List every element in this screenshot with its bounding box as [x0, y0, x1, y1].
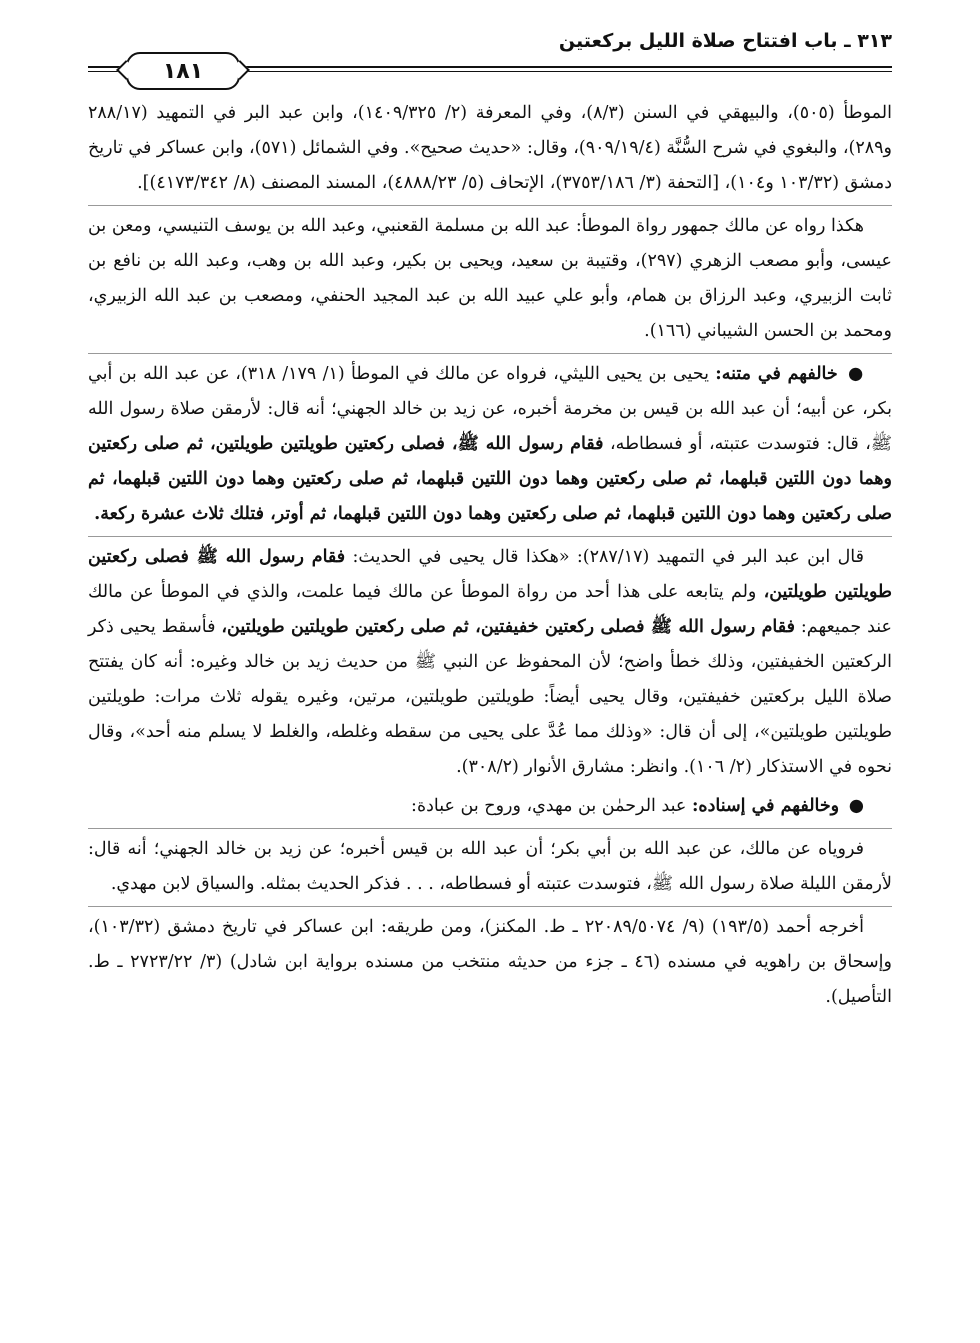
paragraph-text: عبد الرحمٰن بن مهدي، وروح بن عبادة: [411, 796, 687, 816]
page-number: ١٨١ [162, 58, 204, 84]
page-body [88, 96, 892, 1019]
paragraph-isnad-disagreement [88, 789, 892, 824]
hadith-text-bold: فقام رسول الله ﷺ فصلى ركعتين طويلتين طويلتين، [88, 547, 892, 602]
page-number-ornament [126, 52, 240, 90]
paragraph-text: ولم يتابعه على هذا أحد من رواة الموطأ عن مالك فيما علمت، والذي في الموطأ عن مالك عند جميعهم: [88, 582, 892, 637]
paragraph-narration: فروياه عن مالك، عن عبد الله بن أبي بكر؛ أن عبد الله بن قيس أخبره؛ عن زيد بن خالد الجهني؛ أنه قال: لأرمقن الليلة صلاة رسول الله ﷺ، فتوسدت عتبته أو فسطاطه، . . . فذكر الحديث بمثله. والسياق لابن مهدي. [88, 828, 892, 902]
bullet-icon: ● [847, 364, 864, 384]
paragraph-text-disagreement [88, 353, 892, 532]
paragraph-narrators: هكذا رواه عن مالك جمهور رواة الموطأ: عبد الله بن مسلمة القعنبي، وعبد الله بن يوسف التنيسي، ومعن بن عيسى، وأبو مصعب الزهري (٢٩٧)، وقتيبة بن سعيد، ويحيى بن بكير، وعبد الله بن وهب، وعبد الله بن نافع بن ثابت الزبيري، وعبد الرزاق بن همام، وأبو علي عبيد الله بن عبد المجيد الحنفي، ومصعب بن عبد الله الزبيري، ومحمد بن الحسن الشيباني (١٦٦). [88, 205, 892, 349]
bullet-icon: ● [848, 796, 864, 816]
running-title: ٣١٣ ـ باب افتتاح صلاة الليل بركعتين [558, 30, 892, 52]
section-lead: وخالفهم في إسناده: [691, 796, 840, 816]
hadith-text-bold: فقام رسول الله ﷺ، فصلى ركعتين طويلتين طويلتين، ثم صلى ركعتين وهما دون اللتين قبلهما، ثم صلى ركعتين وهما دون اللتين قبلهما، ثم صلى ركعتين وهما دون اللتين قبلهما، ثم صلى ركعتين وهما دون اللتين قبلهما، ثم صلى ركعتين وهما دون اللتين قبلهما، ثم أوتر، فتلك ثلاث عشرة ركعة. [88, 434, 892, 524]
paragraph-text: قال ابن عبد البر في التمهيد (٢٨٧/١٧): «هكذا قال يحيى في الحديث: [345, 547, 864, 567]
section-lead: خالفهم في متنه: [715, 364, 838, 384]
page-header [88, 22, 892, 82]
paragraph-text: فأسقط يحيى ذكر الركعتين الخفيفتين، وذلك خطأ واضح؛ لأن المحفوظ عن النبي ﷺ من حديث زيد بن خالد وغيره: أنه كان يفتتح صلاة الليل بركعتين خفيفتين، وقال يحيى أيضاً: طويلتين طويلتين، مرتين، وغيره يقوله ثلاث مرات: طويلتين طويلتين طويلتين»، إلى أن قال: «وذلك مما عُدَّ على يحيى من سقطه وغلطه، والغلط لا يسلم منه أحد»، وقال نحوه في الاستذكار (٢/ ١٠٦). وانظر: مشارق الأنوار (٣٠٨/٢). [88, 617, 892, 777]
hadith-text-bold: فقام رسول الله ﷺ فصلى ركعتين خفيفتين، ثم صلى ركعتين طويلتين طويلتين، [221, 617, 795, 637]
paragraph-text: يحيى بن يحيى الليثي، فرواه عن مالك في الموطأ (١/ ١٧٩/ ٣١٨)، عن عبد الله بن أبي بكر، عن أبيه؛ أن عبد الله بن قيس بن مخرمة أخبره، عن زيد بن خالد الجهني؛ أنه قال: لأرمقن صلاة رسول الله ﷺ، قال: فتوسدت عتبته، أو فسطاطه، [88, 364, 893, 454]
paragraph-citations: الموطأ (٥٠٥)، والبيهقي في السنن (٨/٣)، وفي المعرفة (٢/ ١٤٠٩/٣٢٥)، وابن عبد البر في التمهيد (٢٨٨/١٧ و٢٨٩)، والبغوي في شرح السُّنَّة (٩٠٩/١٩/٤)، وقال: «حديث صحيح». وفي الشمائل (٥٧١)، وابن عساكر في تاريخ دمشق (١٠٣/٣٢ و١٠٤)، [التحفة (٣/ ٣٧٥٣/١٨٦)، الإتحاف (٥/ ٤٨٨٨/٢٣)، المسند المصنف (٨/ ٤١٧٣/٣٤٢)]. [88, 103, 892, 193]
paragraph-ibn-abd-al-barr [88, 536, 892, 785]
paragraph-sources: أخرجه أحمد (١٩٣/٥) (٩/ ٢٢٠٨٩/٥٠٧٤ ـ ط. المكنز)، ومن طريقه: ابن عساكر في تاريخ دمشق (١٠٣/٣٢)، وإسحاق بن راهويه في مسنده (٤٦ ـ جزء من حديثه منتخب من مسنده برواية ابن شادل) (٣/ ٢٧٢٣/٢٢ ـ ط. التأصيل). [88, 906, 892, 1015]
